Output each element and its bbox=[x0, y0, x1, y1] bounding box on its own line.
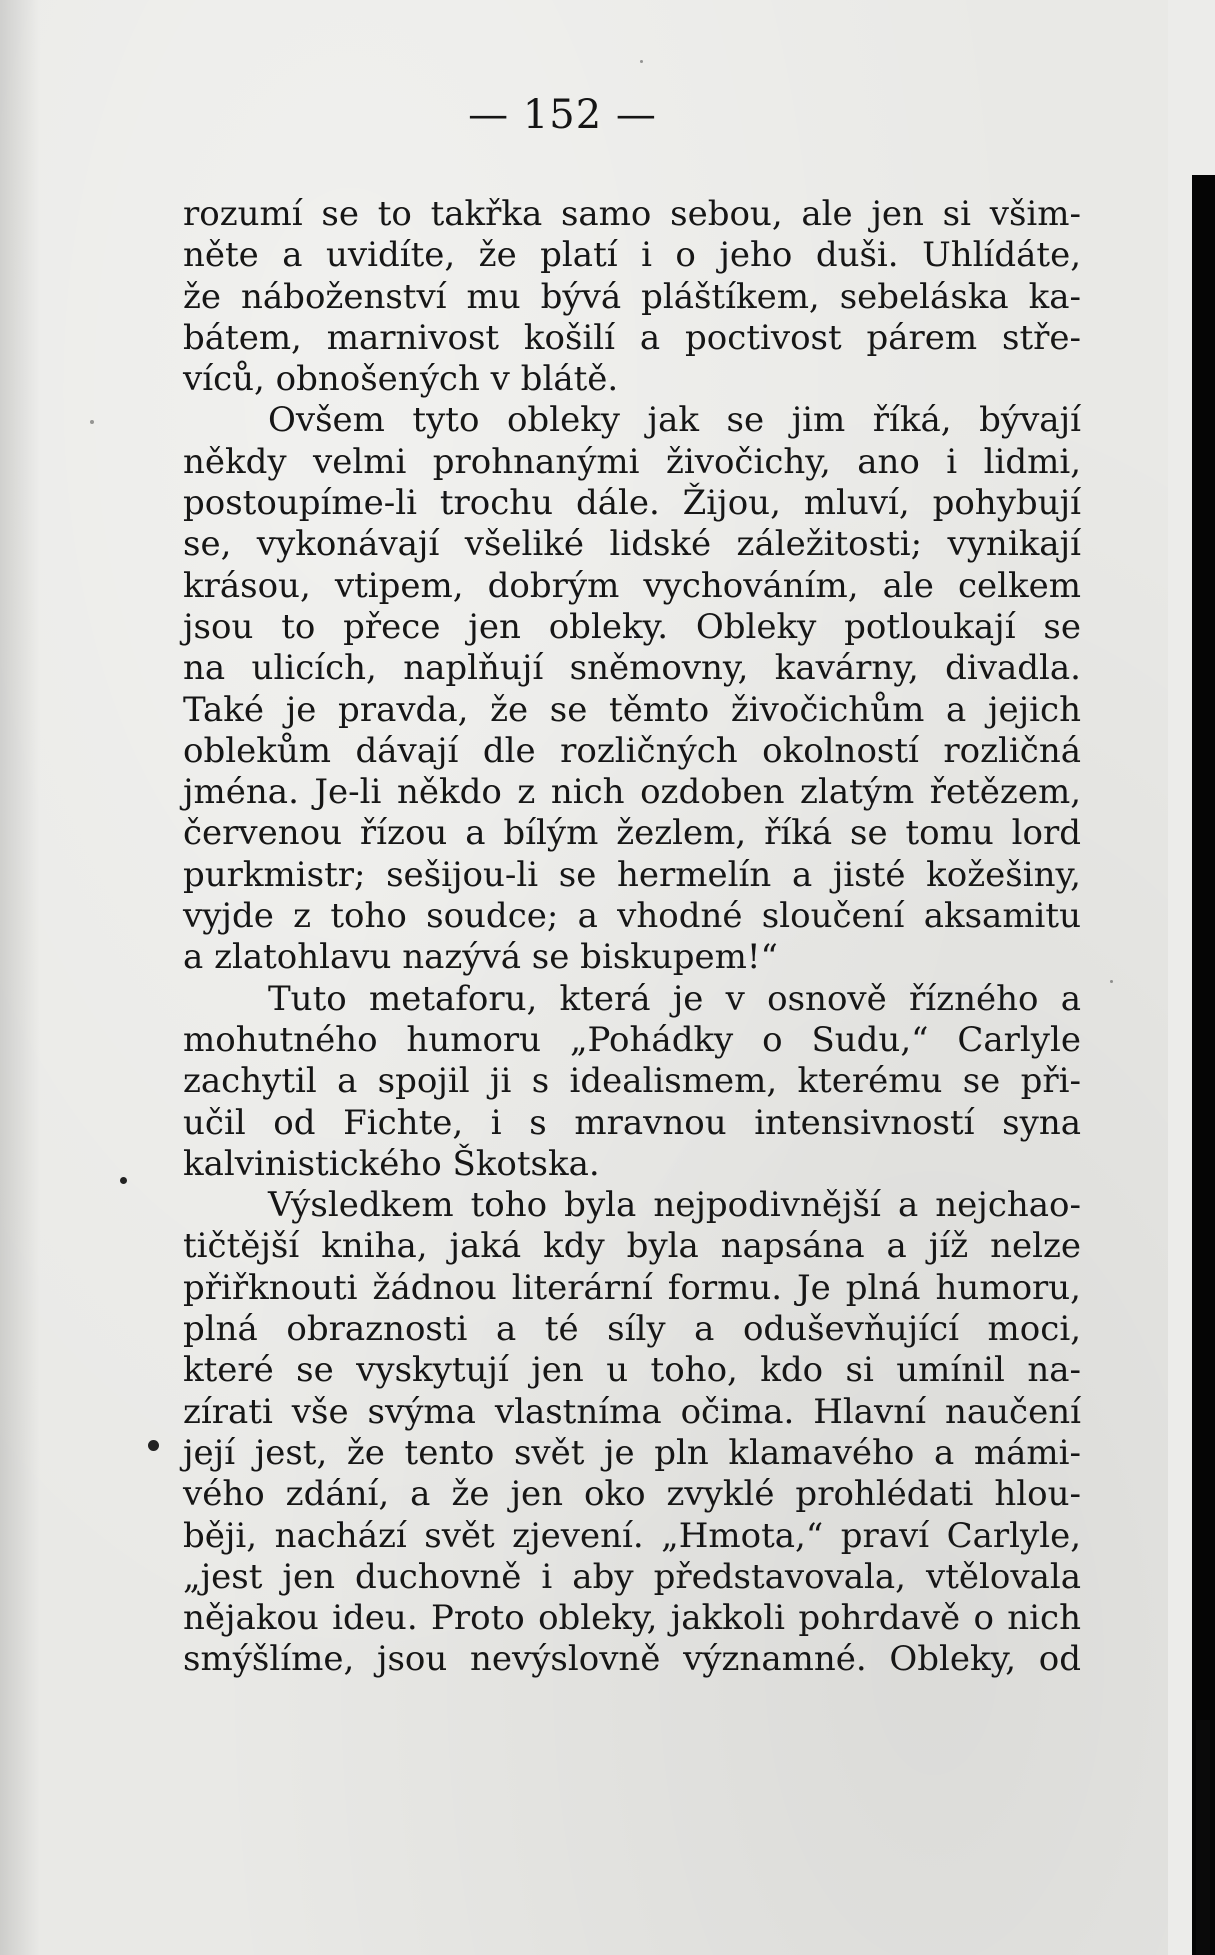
text-line: zírati vše svýma vlastníma očima. Hlavní naučení bbox=[183, 1391, 1081, 1432]
text-line: plná obraznosti a té síly a oduševňující moci, bbox=[183, 1309, 1081, 1350]
text-line: vyjde z toho soudce; a vhodné sloučení aksamitu bbox=[183, 896, 1081, 937]
text-line: kalvinistického Škotska. bbox=[183, 1143, 600, 1184]
text-line: mohutného humoru „Pohádky o Sudu,“ Carlyle bbox=[183, 1019, 1081, 1060]
text-line: na ulicích, naplňují sněmovny, kavárny, divadla. bbox=[183, 648, 1081, 689]
text-line: běji, nachází svět zjevení. „Hmota,“ praví Carlyle, bbox=[183, 1515, 1081, 1556]
text-line: zachytil a spojil ji s idealismem, kterému se při- bbox=[183, 1061, 1081, 1102]
binding-top-light bbox=[1168, 0, 1215, 175]
text-line: rozumí se to takřka samo sebou, ale jen si všim- bbox=[183, 194, 1081, 234]
text-line: učil od Fichte, i s mravnou intensivností syna bbox=[183, 1102, 1081, 1143]
paper-speck-1 bbox=[90, 420, 94, 424]
text-line: její jest, že tento svět je pln klamavého a mámi- bbox=[183, 1432, 1081, 1473]
text-line: někdy velmi prohnanými živočichy, ano i lidmi, bbox=[183, 441, 1081, 482]
text-line: vého zdání, a že jen oko zvyklé prohlédati hlou- bbox=[183, 1474, 1081, 1515]
text-line: něte a uvidíte, že platí i o jeho duši. Uhlídáte, bbox=[183, 235, 1081, 276]
text-line: Také je pravda, že se těmto živočichům a jejich bbox=[183, 689, 1081, 730]
text-line: které se vyskytují jen u toho, kdo si umínil na- bbox=[183, 1350, 1081, 1391]
text-line: jsou to přece jen obleky. Obleky potloukají se bbox=[183, 606, 1081, 647]
text-line: bátem, marnivost košilí a poctivost párem stře- bbox=[183, 317, 1081, 358]
text-line: „jest jen duchovně i aby představovala, vtělovala bbox=[183, 1556, 1081, 1597]
text-line: červenou řízou a bílým žezlem, říká se tomu lord bbox=[183, 813, 1081, 854]
paper-speck-3 bbox=[640, 60, 643, 63]
text-line: krásou, vtipem, dobrým vychováním, ale celkem bbox=[183, 565, 1081, 606]
text-line: smýšlíme, jsou nevýslovně významné. Obleky, od bbox=[183, 1639, 1081, 1680]
text-line: tičtější kniha, jaká kdy byla napsána a jíž nelze bbox=[183, 1226, 1081, 1267]
paper-speck-2 bbox=[1110, 980, 1113, 983]
page-number: — 152 — bbox=[468, 92, 657, 138]
text-line: nějakou ideu. Proto obleky, jakkoli pohrdavě o nich bbox=[183, 1598, 1081, 1639]
margin-speck-1 bbox=[120, 1177, 127, 1184]
binding-shadow bbox=[1192, 0, 1215, 1955]
text-line: oblekům dávají dle rozličných okolností rozličná bbox=[183, 730, 1081, 771]
text-line: postoupíme-li trochu dále. Žijou, mluví, pohybují bbox=[183, 483, 1081, 524]
text-line: že náboženství mu bývá pláštíkem, sebeláska ka- bbox=[183, 276, 1081, 317]
text-line: se, vykonávají všeliké lidské záležitosti; vynikají bbox=[183, 524, 1081, 565]
page-edge-shadow bbox=[0, 0, 40, 1955]
body-text bbox=[183, 194, 1081, 1681]
text-line: Výsledkem toho byla nejpodivnější a nejchao- bbox=[268, 1185, 1081, 1226]
text-line: víců, obnošených v blátě. bbox=[183, 359, 619, 400]
margin-speck-2 bbox=[148, 1440, 159, 1451]
text-line: a zlatohlavu nazývá se biskupem!“ bbox=[183, 937, 778, 978]
text-line: Ovšem tyto obleky jak se jim říká, bývají bbox=[268, 400, 1081, 441]
text-line: purkmistr; sešijou-li se hermelín a jisté kožešiny, bbox=[183, 854, 1081, 895]
text-line: přiřknouti žádnou literární formu. Je plná humoru, bbox=[183, 1267, 1081, 1308]
text-line: Tuto metaforu, která je v osnově řízného a bbox=[268, 978, 1081, 1019]
text-line: jména. Je-li někdo z nich ozdoben zlatým řetězem, bbox=[183, 772, 1081, 813]
binding-mark bbox=[1196, 1720, 1210, 1955]
